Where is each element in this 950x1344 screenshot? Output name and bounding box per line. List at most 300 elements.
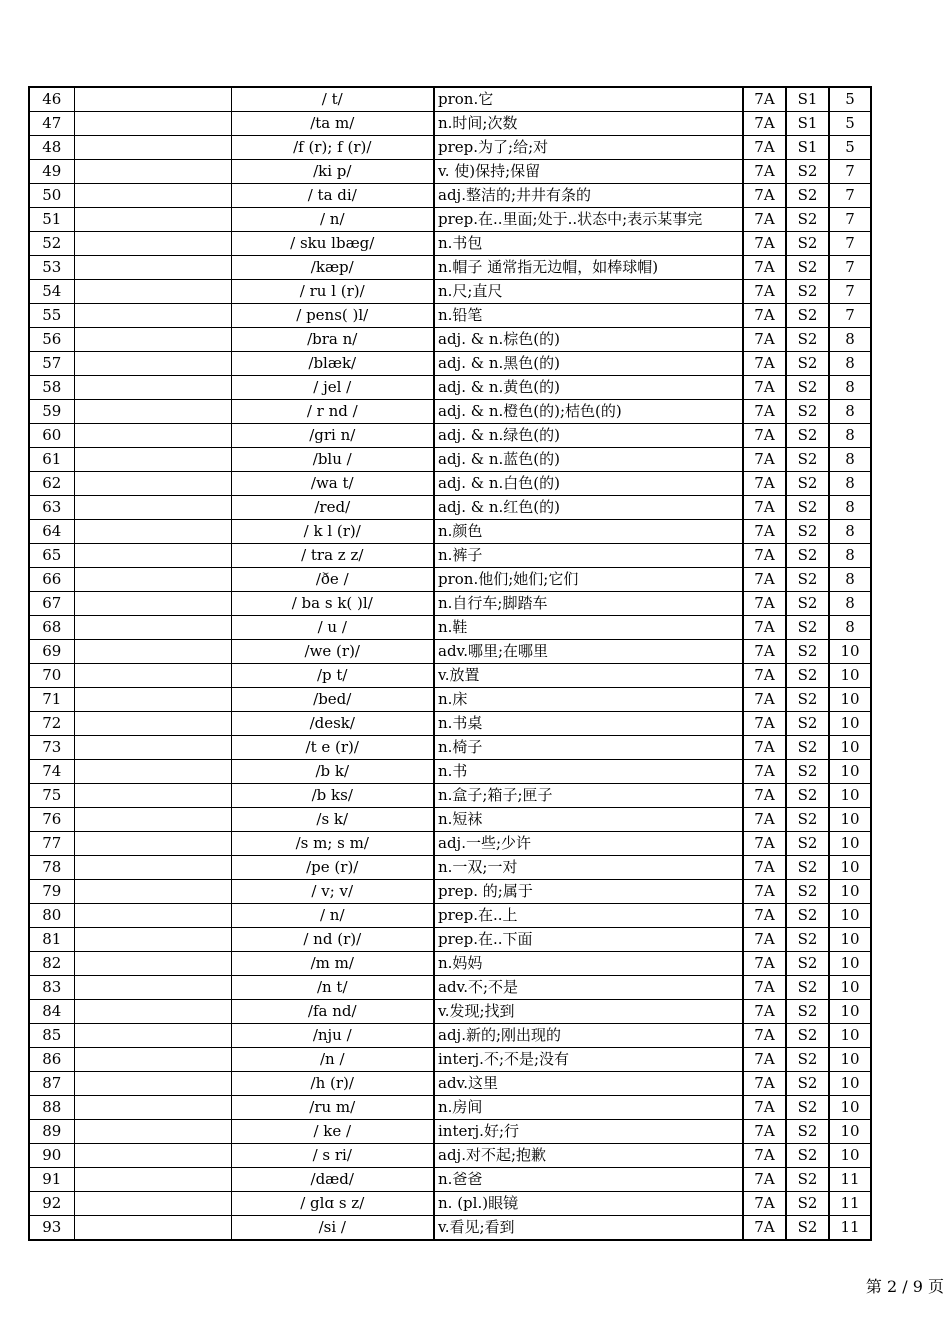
table-row	[29, 232, 871, 256]
word-cell	[74, 328, 231, 352]
meaning-cell: interj.不;不是;没有	[434, 1048, 743, 1072]
phonetic-cell: / glɑ s z/	[231, 1192, 434, 1216]
table-row	[29, 256, 871, 280]
page-cell: 7	[829, 280, 871, 304]
meaning-cell: n.一双;一对	[434, 856, 743, 880]
page-cell: 8	[829, 448, 871, 472]
table-row	[29, 376, 871, 400]
meaning-cell: n.爸爸	[434, 1168, 743, 1192]
unit-cell: S2	[786, 520, 829, 544]
phonetic-cell: /desk/	[231, 712, 434, 736]
row-number: 90	[29, 1144, 74, 1168]
word-cell	[74, 520, 231, 544]
word-cell	[74, 904, 231, 928]
page-cell: 10	[829, 736, 871, 760]
row-number: 89	[29, 1120, 74, 1144]
unit-cell: S2	[786, 184, 829, 208]
page-cell: 7	[829, 184, 871, 208]
table-row	[29, 592, 871, 616]
meaning-cell: adj. & n.绿色(的)	[434, 424, 743, 448]
page-cell: 10	[829, 640, 871, 664]
row-number: 93	[29, 1216, 74, 1241]
word-cell	[74, 1024, 231, 1048]
table-row	[29, 1168, 871, 1192]
book-cell: 7A	[743, 304, 786, 328]
row-number: 86	[29, 1048, 74, 1072]
page-cell: 10	[829, 688, 871, 712]
row-number: 62	[29, 472, 74, 496]
unit-cell: S2	[786, 1048, 829, 1072]
book-cell: 7A	[743, 376, 786, 400]
book-cell: 7A	[743, 832, 786, 856]
meaning-cell: v.看见;看到	[434, 1216, 743, 1241]
table-row	[29, 160, 871, 184]
meaning-cell: adj.新的;刚出现的	[434, 1024, 743, 1048]
table-row	[29, 304, 871, 328]
meaning-cell: n.尺;直尺	[434, 280, 743, 304]
table-row	[29, 544, 871, 568]
page-cell: 8	[829, 424, 871, 448]
word-cell	[74, 688, 231, 712]
unit-cell: S2	[786, 616, 829, 640]
word-cell	[74, 736, 231, 760]
page-cell: 10	[829, 880, 871, 904]
table-row	[29, 616, 871, 640]
unit-cell: S1	[786, 112, 829, 136]
meaning-cell: n.裤子	[434, 544, 743, 568]
word-cell	[74, 952, 231, 976]
row-number: 71	[29, 688, 74, 712]
row-number: 87	[29, 1072, 74, 1096]
word-cell	[74, 424, 231, 448]
phonetic-cell: /ðe /	[231, 568, 434, 592]
page-number: 第 2 / 9 页	[865, 1277, 944, 1296]
unit-cell: S2	[786, 304, 829, 328]
book-cell: 7A	[743, 136, 786, 160]
unit-cell: S2	[786, 544, 829, 568]
book-cell: 7A	[743, 568, 786, 592]
book-cell: 7A	[743, 160, 786, 184]
word-cell	[74, 928, 231, 952]
unit-cell: S2	[786, 232, 829, 256]
book-cell: 7A	[743, 616, 786, 640]
page-cell: 10	[829, 904, 871, 928]
table-row	[29, 784, 871, 808]
meaning-cell: adj.一些;少许	[434, 832, 743, 856]
word-cell	[74, 640, 231, 664]
unit-cell: S2	[786, 1000, 829, 1024]
word-cell	[74, 280, 231, 304]
table-row	[29, 87, 871, 112]
word-cell	[74, 448, 231, 472]
unit-cell: S2	[786, 424, 829, 448]
word-cell	[74, 856, 231, 880]
table-row	[29, 952, 871, 976]
word-cell	[74, 472, 231, 496]
book-cell: 7A	[743, 1120, 786, 1144]
meaning-cell: n.书包	[434, 232, 743, 256]
unit-cell: S2	[786, 1120, 829, 1144]
page-cell: 10	[829, 832, 871, 856]
meaning-cell: adj. & n.橙色(的);桔色(的)	[434, 400, 743, 424]
book-cell: 7A	[743, 808, 786, 832]
book-cell: 7A	[743, 736, 786, 760]
table-row	[29, 1192, 871, 1216]
row-number: 81	[29, 928, 74, 952]
page-cell: 11	[829, 1168, 871, 1192]
phonetic-cell: / sku lbæg/	[231, 232, 434, 256]
table-row	[29, 736, 871, 760]
word-cell	[74, 784, 231, 808]
unit-cell: S2	[786, 640, 829, 664]
row-number: 64	[29, 520, 74, 544]
phonetic-cell: /gri n/	[231, 424, 434, 448]
row-number: 85	[29, 1024, 74, 1048]
row-number: 79	[29, 880, 74, 904]
phonetic-cell: /wa t/	[231, 472, 434, 496]
meaning-cell: n.椅子	[434, 736, 743, 760]
page-cell: 10	[829, 760, 871, 784]
word-cell	[74, 1192, 231, 1216]
table-row	[29, 1024, 871, 1048]
row-number: 52	[29, 232, 74, 256]
page-cell: 10	[829, 1072, 871, 1096]
row-number: 75	[29, 784, 74, 808]
row-number: 46	[29, 87, 74, 112]
row-number: 69	[29, 640, 74, 664]
page-cell: 5	[829, 112, 871, 136]
meaning-cell: v.发现;找到	[434, 1000, 743, 1024]
word-cell	[74, 352, 231, 376]
word-cell	[74, 832, 231, 856]
meaning-cell: n.时间;次数	[434, 112, 743, 136]
row-number: 88	[29, 1096, 74, 1120]
book-cell: 7A	[743, 328, 786, 352]
table-row	[29, 136, 871, 160]
meaning-cell: adj. & n.黄色(的)	[434, 376, 743, 400]
word-cell	[74, 1000, 231, 1024]
phonetic-cell: /we (r)/	[231, 640, 434, 664]
book-cell: 7A	[743, 112, 786, 136]
book-cell: 7A	[743, 520, 786, 544]
phonetic-cell: / tra z z/	[231, 544, 434, 568]
page-cell: 8	[829, 544, 871, 568]
table-row	[29, 1000, 871, 1024]
unit-cell: S2	[786, 376, 829, 400]
book-cell: 7A	[743, 904, 786, 928]
phonetic-cell: / t/	[231, 87, 434, 112]
table-row	[29, 664, 871, 688]
phonetic-cell: /ta m/	[231, 112, 434, 136]
table-row	[29, 1216, 871, 1241]
book-cell: 7A	[743, 87, 786, 112]
page-cell: 10	[829, 976, 871, 1000]
book-cell: 7A	[743, 448, 786, 472]
phonetic-cell: /n /	[231, 1048, 434, 1072]
phonetic-cell: /n t/	[231, 976, 434, 1000]
meaning-cell: prep.在..上	[434, 904, 743, 928]
unit-cell: S2	[786, 1024, 829, 1048]
row-number: 63	[29, 496, 74, 520]
page-cell: 7	[829, 232, 871, 256]
unit-cell: S2	[786, 280, 829, 304]
phonetic-cell: /ru m/	[231, 1096, 434, 1120]
meaning-cell: adv.不;不是	[434, 976, 743, 1000]
unit-cell: S2	[786, 448, 829, 472]
page-cell: 8	[829, 496, 871, 520]
book-cell: 7A	[743, 472, 786, 496]
word-cell	[74, 808, 231, 832]
unit-cell: S2	[786, 1192, 829, 1216]
meaning-cell: n. (pl.)眼镜	[434, 1192, 743, 1216]
book-cell: 7A	[743, 1096, 786, 1120]
unit-cell: S2	[786, 352, 829, 376]
meaning-cell: v. 使)保持;保留	[434, 160, 743, 184]
meaning-cell: n.短袜	[434, 808, 743, 832]
meaning-cell: n.颜色	[434, 520, 743, 544]
row-number: 84	[29, 1000, 74, 1024]
word-cell	[74, 112, 231, 136]
table-row	[29, 424, 871, 448]
row-number: 77	[29, 832, 74, 856]
phonetic-cell: /kæp/	[231, 256, 434, 280]
meaning-cell: n.床	[434, 688, 743, 712]
meaning-cell: n.书	[434, 760, 743, 784]
unit-cell: S2	[786, 688, 829, 712]
phonetic-cell: / ke /	[231, 1120, 434, 1144]
row-number: 60	[29, 424, 74, 448]
meaning-cell: n.帽子 通常指无边帽，如棒球帽)	[434, 256, 743, 280]
meaning-cell: adj.对不起;抱歉	[434, 1144, 743, 1168]
meaning-cell: pron.它	[434, 87, 743, 112]
table-row	[29, 112, 871, 136]
word-cell	[74, 712, 231, 736]
page-cell: 8	[829, 520, 871, 544]
meaning-cell: prep. 的;属于	[434, 880, 743, 904]
page-cell: 10	[829, 1048, 871, 1072]
row-number: 58	[29, 376, 74, 400]
row-number: 70	[29, 664, 74, 688]
phonetic-cell: /ki p/	[231, 160, 434, 184]
row-number: 92	[29, 1192, 74, 1216]
table-row	[29, 688, 871, 712]
row-number: 59	[29, 400, 74, 424]
page-cell: 8	[829, 472, 871, 496]
page-cell: 8	[829, 568, 871, 592]
row-number: 76	[29, 808, 74, 832]
table-row	[29, 184, 871, 208]
unit-cell: S2	[786, 208, 829, 232]
row-number: 53	[29, 256, 74, 280]
page-cell: 8	[829, 328, 871, 352]
book-cell: 7A	[743, 664, 786, 688]
phonetic-cell: /dæd/	[231, 1168, 434, 1192]
word-cell	[74, 256, 231, 280]
vocabulary-table	[28, 86, 872, 1241]
page-cell: 10	[829, 1120, 871, 1144]
table-row	[29, 1072, 871, 1096]
table-row	[29, 712, 871, 736]
meaning-cell: n.鞋	[434, 616, 743, 640]
phonetic-cell: /f (r); f (r)/	[231, 136, 434, 160]
phonetic-cell: /p t/	[231, 664, 434, 688]
unit-cell: S2	[786, 568, 829, 592]
phonetic-cell: / jel /	[231, 376, 434, 400]
phonetic-cell: / s ri/	[231, 1144, 434, 1168]
page-cell: 8	[829, 376, 871, 400]
unit-cell: S2	[786, 832, 829, 856]
vocabulary-table-body	[29, 87, 871, 1240]
table-row	[29, 496, 871, 520]
book-cell: 7A	[743, 496, 786, 520]
unit-cell: S2	[786, 760, 829, 784]
meaning-cell: n.书桌	[434, 712, 743, 736]
phonetic-cell: /pe (r)/	[231, 856, 434, 880]
unit-cell: S1	[786, 87, 829, 112]
phonetic-cell: /m m/	[231, 952, 434, 976]
row-number: 50	[29, 184, 74, 208]
page-cell: 5	[829, 87, 871, 112]
word-cell	[74, 400, 231, 424]
unit-cell: S2	[786, 808, 829, 832]
phonetic-cell: /bed/	[231, 688, 434, 712]
book-cell: 7A	[743, 640, 786, 664]
meaning-cell: adj. & n.蓝色(的)	[434, 448, 743, 472]
row-number: 82	[29, 952, 74, 976]
meaning-cell: adj. & n.白色(的)	[434, 472, 743, 496]
unit-cell: S2	[786, 928, 829, 952]
unit-cell: S2	[786, 784, 829, 808]
unit-cell: S2	[786, 712, 829, 736]
phonetic-cell: / ru l (r)/	[231, 280, 434, 304]
unit-cell: S2	[786, 952, 829, 976]
row-number: 74	[29, 760, 74, 784]
unit-cell: S2	[786, 856, 829, 880]
book-cell: 7A	[743, 784, 786, 808]
word-cell	[74, 376, 231, 400]
table-row	[29, 760, 871, 784]
unit-cell: S2	[786, 592, 829, 616]
unit-cell: S2	[786, 400, 829, 424]
book-cell: 7A	[743, 592, 786, 616]
page-cell: 8	[829, 616, 871, 640]
word-cell	[74, 87, 231, 112]
phonetic-cell: / k l (r)/	[231, 520, 434, 544]
meaning-cell: adj. & n.红色(的)	[434, 496, 743, 520]
phonetic-cell: / n/	[231, 904, 434, 928]
table-row	[29, 520, 871, 544]
book-cell: 7A	[743, 1048, 786, 1072]
unit-cell: S2	[786, 256, 829, 280]
row-number: 48	[29, 136, 74, 160]
table-row	[29, 328, 871, 352]
phonetic-cell: /bra n/	[231, 328, 434, 352]
page-cell: 10	[829, 712, 871, 736]
book-cell: 7A	[743, 256, 786, 280]
word-cell	[74, 664, 231, 688]
book-cell: 7A	[743, 1144, 786, 1168]
page-cell: 11	[829, 1192, 871, 1216]
page-cell: 10	[829, 1024, 871, 1048]
row-number: 73	[29, 736, 74, 760]
phonetic-cell: /s k/	[231, 808, 434, 832]
table-row	[29, 808, 871, 832]
page-cell: 11	[829, 1216, 871, 1241]
word-cell	[74, 1096, 231, 1120]
page-cell: 7	[829, 160, 871, 184]
page-cell: 10	[829, 1144, 871, 1168]
table-row	[29, 1096, 871, 1120]
word-cell	[74, 208, 231, 232]
page-cell: 10	[829, 664, 871, 688]
word-cell	[74, 136, 231, 160]
word-cell	[74, 1144, 231, 1168]
phonetic-cell: / ba s k( )l/	[231, 592, 434, 616]
unit-cell: S2	[786, 880, 829, 904]
book-cell: 7A	[743, 880, 786, 904]
meaning-cell: adv.这里	[434, 1072, 743, 1096]
phonetic-cell: / nd (r)/	[231, 928, 434, 952]
row-number: 55	[29, 304, 74, 328]
phonetic-cell: /red/	[231, 496, 434, 520]
page-cell: 8	[829, 592, 871, 616]
book-cell: 7A	[743, 952, 786, 976]
word-cell	[74, 616, 231, 640]
word-cell	[74, 304, 231, 328]
page-cell: 10	[829, 1000, 871, 1024]
word-cell	[74, 544, 231, 568]
book-cell: 7A	[743, 1192, 786, 1216]
unit-cell: S2	[786, 1072, 829, 1096]
unit-cell: S2	[786, 1168, 829, 1192]
book-cell: 7A	[743, 760, 786, 784]
phonetic-cell: /si /	[231, 1216, 434, 1241]
book-cell: 7A	[743, 1168, 786, 1192]
meaning-cell: pron.他们;她们;它们	[434, 568, 743, 592]
meaning-cell: adj. & n.黑色(的)	[434, 352, 743, 376]
word-cell	[74, 1216, 231, 1241]
phonetic-cell: /h (r)/	[231, 1072, 434, 1096]
page-cell: 10	[829, 928, 871, 952]
phonetic-cell: / pens( )l/	[231, 304, 434, 328]
word-cell	[74, 976, 231, 1000]
book-cell: 7A	[743, 1216, 786, 1241]
word-cell	[74, 568, 231, 592]
unit-cell: S2	[786, 472, 829, 496]
table-row	[29, 880, 871, 904]
phonetic-cell: / ta di/	[231, 184, 434, 208]
book-cell: 7A	[743, 184, 786, 208]
phonetic-cell: /blu /	[231, 448, 434, 472]
row-number: 47	[29, 112, 74, 136]
unit-cell: S2	[786, 904, 829, 928]
meaning-cell: prep.在..下面	[434, 928, 743, 952]
word-cell	[74, 760, 231, 784]
table-row	[29, 208, 871, 232]
book-cell: 7A	[743, 208, 786, 232]
book-cell: 7A	[743, 976, 786, 1000]
word-cell	[74, 1048, 231, 1072]
phonetic-cell: / v; v/	[231, 880, 434, 904]
row-number: 49	[29, 160, 74, 184]
phonetic-cell: /b ks/	[231, 784, 434, 808]
table-row	[29, 904, 871, 928]
phonetic-cell: /t e (r)/	[231, 736, 434, 760]
book-cell: 7A	[743, 232, 786, 256]
meaning-cell: adj. & n.棕色(的)	[434, 328, 743, 352]
page-cell: 5	[829, 136, 871, 160]
row-number: 91	[29, 1168, 74, 1192]
